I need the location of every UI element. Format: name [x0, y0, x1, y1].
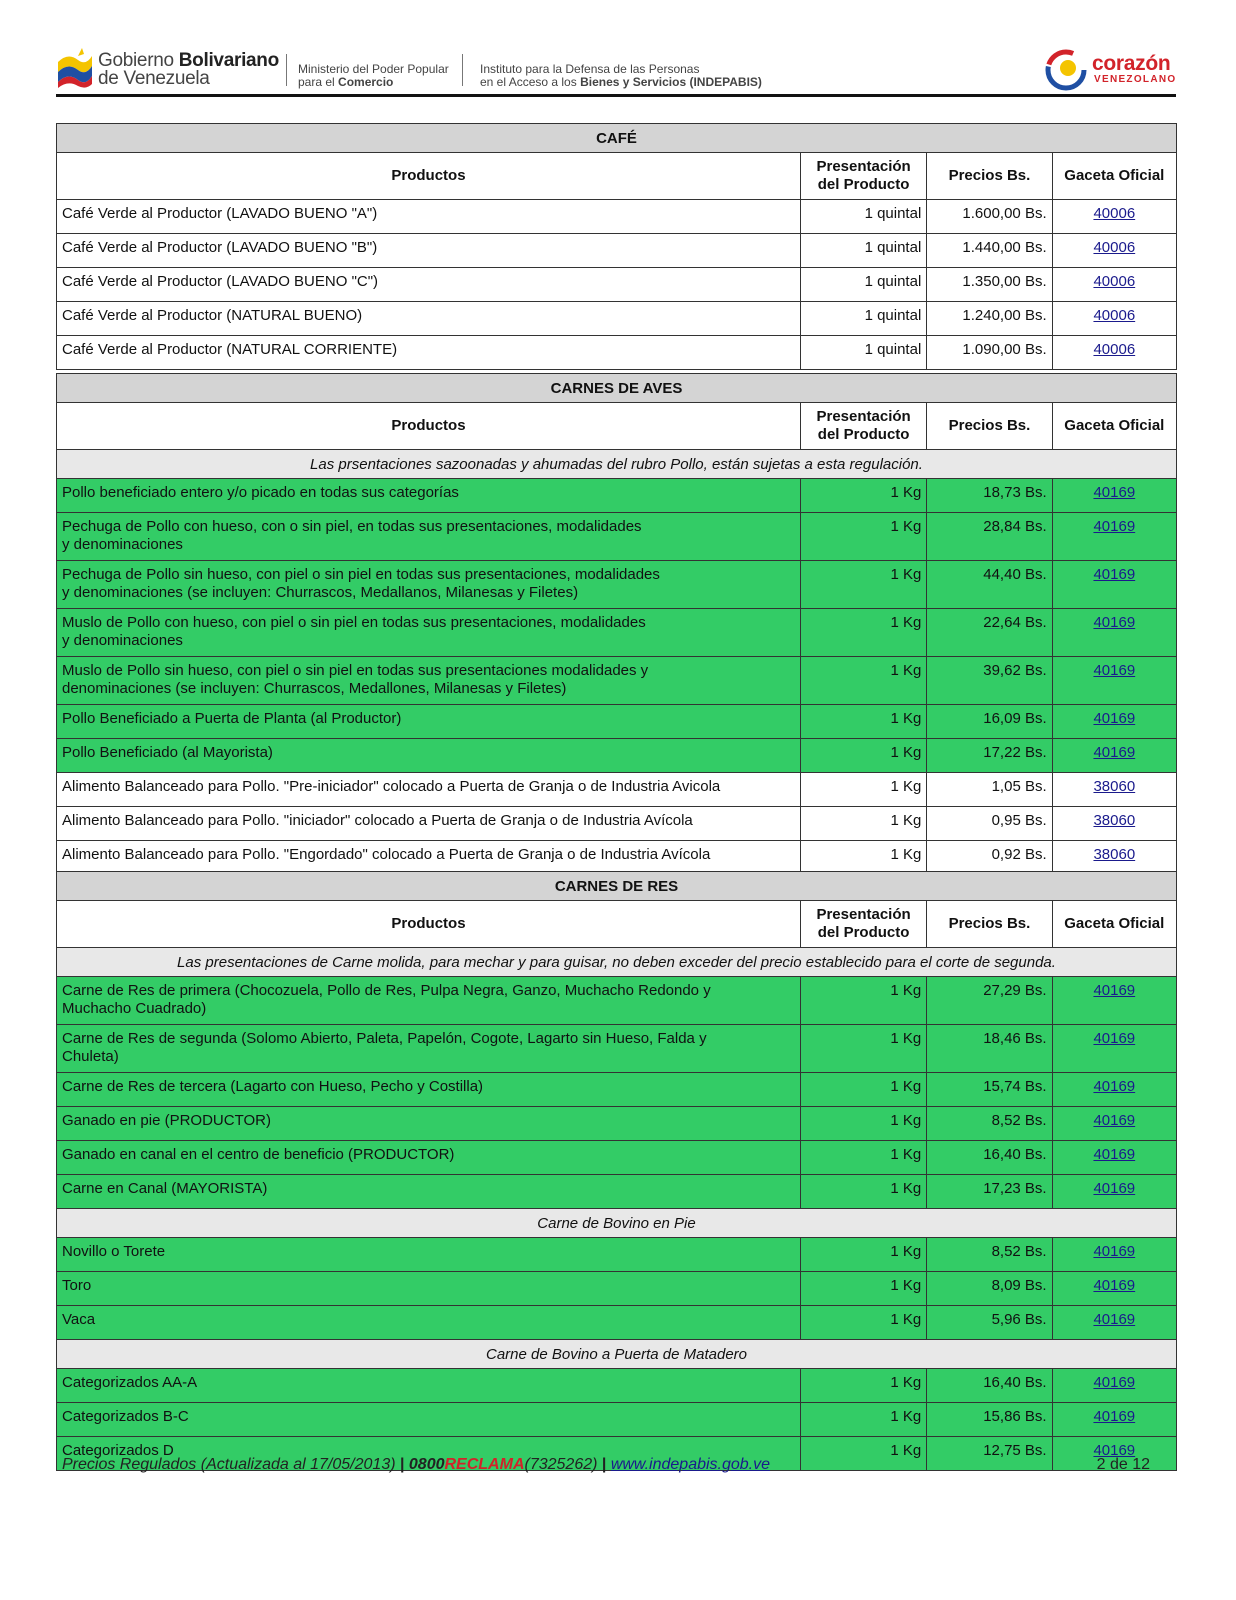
gaceta-link[interactable]: 40006 [1093, 341, 1136, 358]
footer-updated: Precios Regulados (Actualizada al 17/05/2013) [62, 1456, 400, 1473]
cell-precio: 1.440,00 Bs. [927, 234, 1052, 268]
venezuela-flag-icon [56, 48, 94, 88]
cell-presentacion: 1 Kg [800, 1141, 926, 1175]
cell-precio: 39,62 Bs. [927, 657, 1052, 705]
subsection-header: Carne de Bovino a Puerta de Matadero [57, 1340, 1177, 1369]
cell-producto: Café Verde al Productor (LAVADO BUENO "A") [57, 200, 801, 234]
cell-presentacion: 1 Kg [800, 1403, 926, 1437]
cell-gaceta [1052, 1369, 1176, 1403]
gaceta-link[interactable]: 40169 [1093, 484, 1136, 501]
table-row [57, 1073, 1177, 1107]
table-row [57, 336, 1177, 370]
cell-producto: Carne de Res de tercera (Lagarto con Hueso, Pecho y Costilla) [57, 1073, 801, 1107]
cell-precio: 16,40 Bs. [927, 1141, 1052, 1175]
cell-gaceta [1052, 1403, 1176, 1437]
cell-presentacion: 1 Kg [800, 1025, 926, 1073]
corazon-venezolano-logo [1044, 46, 1176, 92]
col-presentacion: Presentación del Producto [800, 153, 926, 200]
cell-precio: 18,73 Bs. [927, 479, 1052, 513]
cell-precio: 8,09 Bs. [927, 1272, 1052, 1306]
cell-producto: Café Verde al Productor (NATURAL CORRIENTE) [57, 336, 801, 370]
cell-producto: Vaca [57, 1306, 801, 1340]
cell-precio: 16,40 Bs. [927, 1369, 1052, 1403]
cell-presentacion: 1 Kg [800, 773, 926, 807]
cell-gaceta [1052, 657, 1176, 705]
gaceta-link[interactable]: 40169 [1093, 566, 1136, 583]
cell-presentacion: 1 Kg [800, 609, 926, 657]
cell-gaceta [1052, 1141, 1176, 1175]
brand-name: corazón [1092, 52, 1171, 75]
cell-precio: 15,74 Bs. [927, 1073, 1052, 1107]
cell-gaceta [1052, 234, 1176, 268]
table-row [57, 609, 1177, 657]
cell-precio: 5,96 Bs. [927, 1306, 1052, 1340]
cell-gaceta [1052, 705, 1176, 739]
section-note: Las prsentaciones sazoonadas y ahumadas del rubro Pollo, están sujetas a esta regulación. [57, 450, 1177, 479]
footer-phone-prefix: 0800 [408, 1456, 445, 1473]
gaceta-link[interactable]: 40169 [1093, 1030, 1136, 1047]
cell-precio: 28,84 Bs. [927, 513, 1052, 561]
cell-producto: Pollo Beneficiado a Puerta de Planta (al Productor) [57, 705, 801, 739]
page-footer [62, 1456, 770, 1474]
col-productos: Productos [57, 403, 801, 450]
cell-presentacion: 1 quintal [800, 302, 926, 336]
subsection-header: Carne de Bovino en Pie [57, 1209, 1177, 1238]
table-row [57, 1238, 1177, 1272]
gaceta-link[interactable]: 40169 [1093, 710, 1136, 727]
footer-sep: | [399, 1456, 409, 1473]
cell-precio: 1.350,00 Bs. [927, 268, 1052, 302]
gaceta-link[interactable]: 40169 [1093, 1374, 1136, 1391]
gaceta-link[interactable]: 40169 [1093, 744, 1136, 761]
cell-producto: Café Verde al Productor (LAVADO BUENO "B") [57, 234, 801, 268]
brand-subtitle: VENEZOLANO [1094, 74, 1177, 85]
cell-producto: Toro [57, 1272, 801, 1306]
table-row [57, 1025, 1177, 1073]
gaceta-link[interactable]: 40006 [1093, 307, 1136, 324]
gaceta-link[interactable]: 38060 [1093, 778, 1136, 795]
table-row [57, 1141, 1177, 1175]
cell-gaceta [1052, 609, 1176, 657]
cell-precio: 1.090,00 Bs. [927, 336, 1052, 370]
cell-gaceta [1052, 841, 1176, 875]
col-gaceta: Gaceta Oficial [1052, 403, 1176, 450]
gaceta-link[interactable]: 40169 [1093, 614, 1136, 631]
table-row [57, 479, 1177, 513]
footer-phone-word: RECLAMA [444, 1456, 525, 1473]
cell-gaceta [1052, 561, 1176, 609]
gaceta-link[interactable]: 38060 [1093, 812, 1136, 829]
cell-precio: 44,40 Bs. [927, 561, 1052, 609]
cell-producto: Categorizados B-C [57, 1403, 801, 1437]
cell-presentacion: 1 Kg [800, 1175, 926, 1209]
table-row [57, 739, 1177, 773]
gaceta-link[interactable]: 40006 [1093, 239, 1136, 256]
cell-precio: 1,05 Bs. [927, 773, 1052, 807]
ministry-text: Ministerio del Poder Popular para el Comercio [298, 62, 449, 89]
table-row [57, 1175, 1177, 1209]
gaceta-link[interactable]: 40169 [1093, 662, 1136, 679]
cell-producto: Muslo de Pollo con hueso, con piel o sin piel en todas sus presentaciones, modalidades y denominaciones [57, 609, 801, 657]
col-gaceta: Gaceta Oficial [1052, 901, 1176, 948]
table-row [57, 234, 1177, 268]
cell-producto: Ganado en pie (PRODUCTOR) [57, 1107, 801, 1141]
cell-gaceta [1052, 513, 1176, 561]
cell-producto: Alimento Balanceado para Pollo. "Engordado" colocado a Puerta de Granja o de Industria Avícola [57, 841, 801, 875]
cell-precio: 0,92 Bs. [927, 841, 1052, 875]
cell-presentacion: 1 Kg [800, 705, 926, 739]
gaceta-link[interactable]: 40006 [1093, 273, 1136, 290]
cell-presentacion: 1 Kg [800, 1238, 926, 1272]
cell-presentacion: 1 Kg [800, 807, 926, 841]
page-header [56, 44, 1176, 96]
cell-presentacion: 1 Kg [800, 479, 926, 513]
table-row [57, 773, 1177, 807]
cell-producto: Ganado en canal en el centro de beneficio (PRODUCTOR) [57, 1141, 801, 1175]
cell-producto: Novillo o Torete [57, 1238, 801, 1272]
res-price-table [56, 871, 1177, 1471]
gaceta-link[interactable]: 40169 [1093, 1311, 1136, 1328]
cell-producto: Categorizados D [57, 1437, 801, 1471]
cell-precio: 17,23 Bs. [927, 1175, 1052, 1209]
cell-presentacion: 1 quintal [800, 268, 926, 302]
cell-presentacion: 1 Kg [800, 1073, 926, 1107]
cell-producto: Pechuga de Pollo con hueso, con o sin piel, en todas sus presentaciones, modalidades y denominaciones [57, 513, 801, 561]
table-row [57, 705, 1177, 739]
cell-producto: Alimento Balanceado para Pollo. "Pre-iniciador" colocado a Puerta de Granja o de Industria Avicola [57, 773, 801, 807]
cell-gaceta [1052, 302, 1176, 336]
page-number: 2 de 12 [1096, 1456, 1150, 1473]
cell-gaceta [1052, 336, 1176, 370]
table-row [57, 1403, 1177, 1437]
col-precios: Precios Bs. [927, 403, 1052, 450]
cell-precio: 8,52 Bs. [927, 1107, 1052, 1141]
cell-presentacion: 1 quintal [800, 336, 926, 370]
table-row [57, 1306, 1177, 1340]
cell-precio: 8,52 Bs. [927, 1238, 1052, 1272]
cell-precio: 27,29 Bs. [927, 977, 1052, 1025]
footer-sep: | [601, 1456, 611, 1473]
cafe-price-table [56, 123, 1177, 370]
section-title: CARNES DE RES [57, 872, 1177, 901]
cell-gaceta [1052, 1107, 1176, 1141]
table-row [57, 561, 1177, 609]
cell-gaceta [1052, 200, 1176, 234]
cell-precio: 1.240,00 Bs. [927, 302, 1052, 336]
cell-presentacion: 1 Kg [800, 657, 926, 705]
cell-producto: Café Verde al Productor (LAVADO BUENO "C") [57, 268, 801, 302]
heart-logo-icon [1044, 46, 1090, 92]
gaceta-link[interactable]: 40169 [1093, 982, 1136, 999]
gaceta-link[interactable]: 40169 [1093, 1277, 1136, 1294]
col-gaceta: Gaceta Oficial [1052, 153, 1176, 200]
cell-presentacion: 1 Kg [800, 1369, 926, 1403]
table-row [57, 302, 1177, 336]
table-row [57, 268, 1177, 302]
table-row [57, 807, 1177, 841]
cell-gaceta [1052, 807, 1176, 841]
gaceta-link[interactable]: 40169 [1093, 1408, 1136, 1425]
table-row [57, 1369, 1177, 1403]
cell-gaceta [1052, 1238, 1176, 1272]
cell-presentacion: 1 Kg [800, 1107, 926, 1141]
cell-producto: Alimento Balanceado para Pollo. "iniciador" colocado a Puerta de Granja o de Industria Avícola [57, 807, 801, 841]
gaceta-link[interactable]: 40169 [1093, 1146, 1136, 1163]
institute-text: Instituto para la Defensa de las Personas en el Acceso a los Bienes y Servicios (INDEPABIS) [480, 62, 762, 89]
footer-phone-number: (7325262) [524, 1456, 602, 1473]
cell-gaceta [1052, 1306, 1176, 1340]
table-row [57, 977, 1177, 1025]
cell-producto: Muslo de Pollo sin hueso, con piel o sin piel en todas sus presentaciones modalidades y denominaciones (se incluyen: Churrascos, Medallones, Milanesas y Filetes) [57, 657, 801, 705]
cell-producto: Categorizados AA-A [57, 1369, 801, 1403]
cell-producto: Carne en Canal (MAYORISTA) [57, 1175, 801, 1209]
cell-gaceta [1052, 739, 1176, 773]
col-productos: Productos [57, 901, 801, 948]
gaceta-link[interactable]: 40169 [1093, 1243, 1136, 1260]
gaceta-link[interactable]: 38060 [1093, 846, 1136, 863]
cell-gaceta [1052, 1175, 1176, 1209]
table-row [57, 1272, 1177, 1306]
cell-precio: 0,95 Bs. [927, 807, 1052, 841]
table-row [57, 200, 1177, 234]
table-row [57, 513, 1177, 561]
gov-logo-text: Gobierno Bolivariano de Venezuela [98, 50, 279, 89]
cell-precio: 22,64 Bs. [927, 609, 1052, 657]
cell-presentacion: 1 Kg [800, 1437, 926, 1471]
cell-gaceta [1052, 1073, 1176, 1107]
col-presentacion: Presentación del Producto [800, 901, 926, 948]
section-title: CAFÉ [57, 124, 1177, 153]
cell-presentacion: 1 Kg [800, 841, 926, 875]
cell-precio: 18,46 Bs. [927, 1025, 1052, 1073]
cell-gaceta [1052, 773, 1176, 807]
cell-presentacion: 1 Kg [800, 977, 926, 1025]
cell-precio: 16,09 Bs. [927, 705, 1052, 739]
table-row [57, 841, 1177, 875]
cell-presentacion: 1 Kg [800, 561, 926, 609]
cell-presentacion: 1 quintal [800, 200, 926, 234]
cell-producto: Pollo beneficiado entero y/o picado en todas sus categorías [57, 479, 801, 513]
gaceta-link[interactable]: 40169 [1093, 1442, 1136, 1459]
cell-gaceta [1052, 977, 1176, 1025]
section-title: CARNES DE AVES [57, 374, 1177, 403]
cell-precio: 17,22 Bs. [927, 739, 1052, 773]
cell-gaceta [1052, 479, 1176, 513]
cell-producto: Pechuga de Pollo sin hueso, con piel o sin piel en todas sus presentaciones, modalidades y denominaciones (se incluyen: Churrascos, Medallanos, Milanesas y Filetes) [57, 561, 801, 609]
cell-presentacion: 1 Kg [800, 1306, 926, 1340]
header-divider [462, 54, 463, 86]
col-precios: Precios Bs. [927, 153, 1052, 200]
col-presentacion: Presentación del Producto [800, 403, 926, 450]
cell-gaceta [1052, 1272, 1176, 1306]
gaceta-link[interactable]: 40169 [1093, 1112, 1136, 1129]
gaceta-link[interactable]: 40169 [1093, 518, 1136, 535]
header-rule [56, 94, 1176, 97]
cell-precio: 15,86 Bs. [927, 1403, 1052, 1437]
header-divider [286, 54, 287, 86]
cell-presentacion: 1 Kg [800, 513, 926, 561]
cell-producto: Carne de Res de primera (Chocozuela, Pollo de Res, Pulpa Negra, Ganzo, Muchacho Redondo y Muchacho Cuadrado) [57, 977, 801, 1025]
gaceta-link[interactable]: 40169 [1093, 1078, 1136, 1095]
aves-price-table [56, 373, 1177, 875]
cell-gaceta [1052, 1025, 1176, 1073]
gaceta-link[interactable]: 40169 [1093, 1180, 1136, 1197]
footer-website-link[interactable]: www.indepabis.gob.ve [610, 1456, 771, 1473]
cell-presentacion: 1 Kg [800, 739, 926, 773]
cell-precio: 12,75 Bs. [927, 1437, 1052, 1471]
gaceta-link[interactable]: 40006 [1093, 205, 1136, 222]
col-productos: Productos [57, 153, 801, 200]
cell-presentacion: 1 Kg [800, 1272, 926, 1306]
col-precios: Precios Bs. [927, 901, 1052, 948]
table-row [57, 657, 1177, 705]
cell-producto: Café Verde al Productor (NATURAL BUENO) [57, 302, 801, 336]
cell-producto: Pollo Beneficiado (al Mayorista) [57, 739, 801, 773]
cell-presentacion: 1 quintal [800, 234, 926, 268]
table-row [57, 1107, 1177, 1141]
cell-precio: 1.600,00 Bs. [927, 200, 1052, 234]
cell-gaceta [1052, 268, 1176, 302]
cell-producto: Carne de Res de segunda (Solomo Abierto, Paleta, Papelón, Cogote, Lagarto sin Hueso, Falda y Chuleta) [57, 1025, 801, 1073]
section-note: Las presentaciones de Carne molida, para mechar y para guisar, no deben exceder del precio establecido para el corte de segunda. [57, 948, 1177, 977]
